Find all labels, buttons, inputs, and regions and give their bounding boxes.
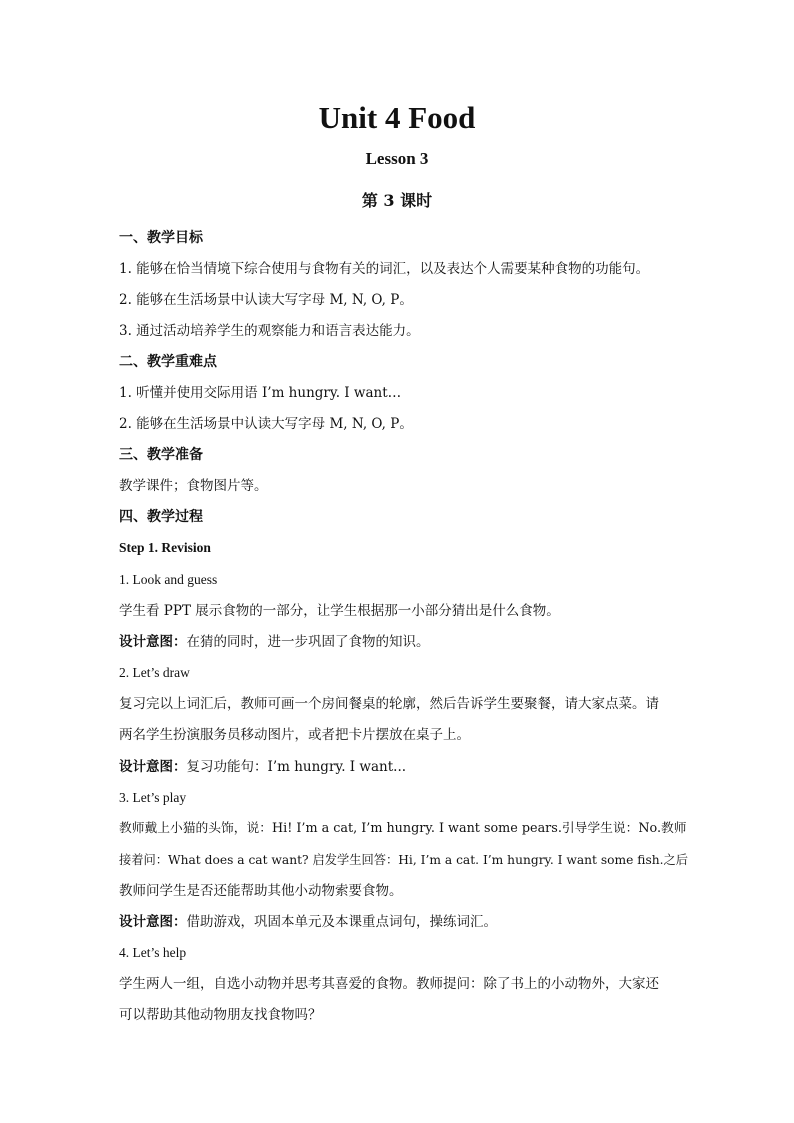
design-intent	[119, 632, 679, 652]
activity-text: 两名学生扮演服务员移动图片，或者把卡片摆放在桌子上。	[119, 727, 470, 743]
design-intent-label: 设计意图：	[119, 634, 187, 650]
design-intent	[119, 912, 679, 932]
activity-text: 教师戴上小猫的头饰，说：Hi! I’m a cat, I’m hungry. I want some pears.引导学生说：No.教师	[119, 821, 687, 836]
document-title: Unit 4 Food	[318, 100, 476, 135]
objective-item: 3. 通过活动培养学生的观察能力和语言表达能力。	[119, 323, 420, 339]
design-intent-text: 在猜的同时，进一步巩固了食物的知识。	[186, 634, 430, 650]
period-label: 第 3 课时	[361, 191, 433, 210]
design-intent-text: 复习功能句：I’m hungry. I want...	[186, 759, 407, 775]
design-intent-label: 设计意图：	[119, 914, 187, 930]
activity-title: 1. Look and guess	[119, 572, 218, 587]
objective-item: 1. 能够在恰当情境下综合使用与食物有关的词汇，以及表达个人需要某种食物的功能句。	[119, 261, 650, 277]
section-heading-preparation: 三、教学准备	[119, 447, 203, 463]
activity-text: 接着问：What does a cat want? 启发学生回答：Hi, I’m a cat. I’m hungry. I want some fish.之后	[119, 853, 689, 867]
lesson-label: Lesson 3	[365, 149, 429, 168]
activity-text: 教师问学生是否还能帮助其他小动物索要食物。	[119, 883, 403, 899]
keypoint-item: 2. 能够在生活场景中认读大写字母 M, N, O, P。	[119, 416, 413, 432]
step-title: Step 1. Revision	[119, 540, 211, 555]
activity-title: 3. Let’s play	[119, 790, 187, 805]
activity-text: 学生看 PPT 展示食物的一部分，让学生根据那一小部分猜出是什么食物。	[119, 603, 560, 619]
activity-text: 学生两人一组，自选小动物并思考其喜爱的食物。教师提问：除了书上的小动物外，大家还	[119, 976, 659, 992]
section-heading-keypoints: 二、教学重难点	[119, 354, 217, 370]
design-intent	[119, 757, 679, 777]
design-intent-label: 设计意图：	[119, 759, 187, 775]
section-heading-objectives: 一、教学目标	[119, 230, 203, 246]
objective-item: 2. 能够在生活场景中认读大写字母 M, N, O, P。	[119, 292, 413, 308]
section-heading-process: 四、教学过程	[119, 509, 203, 525]
activity-text: 可以帮助其他动物朋友找食物吗？	[119, 1007, 322, 1023]
activity-title: 4. Let’s help	[119, 945, 187, 960]
activity-title: 2. Let’s draw	[119, 665, 190, 680]
design-intent-text: 借助游戏，巩固本单元及本课重点词句，操练词汇。	[186, 914, 497, 930]
preparation-text: 教学课件；食物图片等。	[119, 478, 268, 494]
keypoint-item: 1. 听懂并使用交际用语 I’m hungry. I want…	[119, 385, 402, 401]
activity-text: 复习完以上词汇后，教师可画一个房间餐桌的轮廓，然后告诉学生要聚餐，请大家点菜。请	[119, 696, 659, 712]
